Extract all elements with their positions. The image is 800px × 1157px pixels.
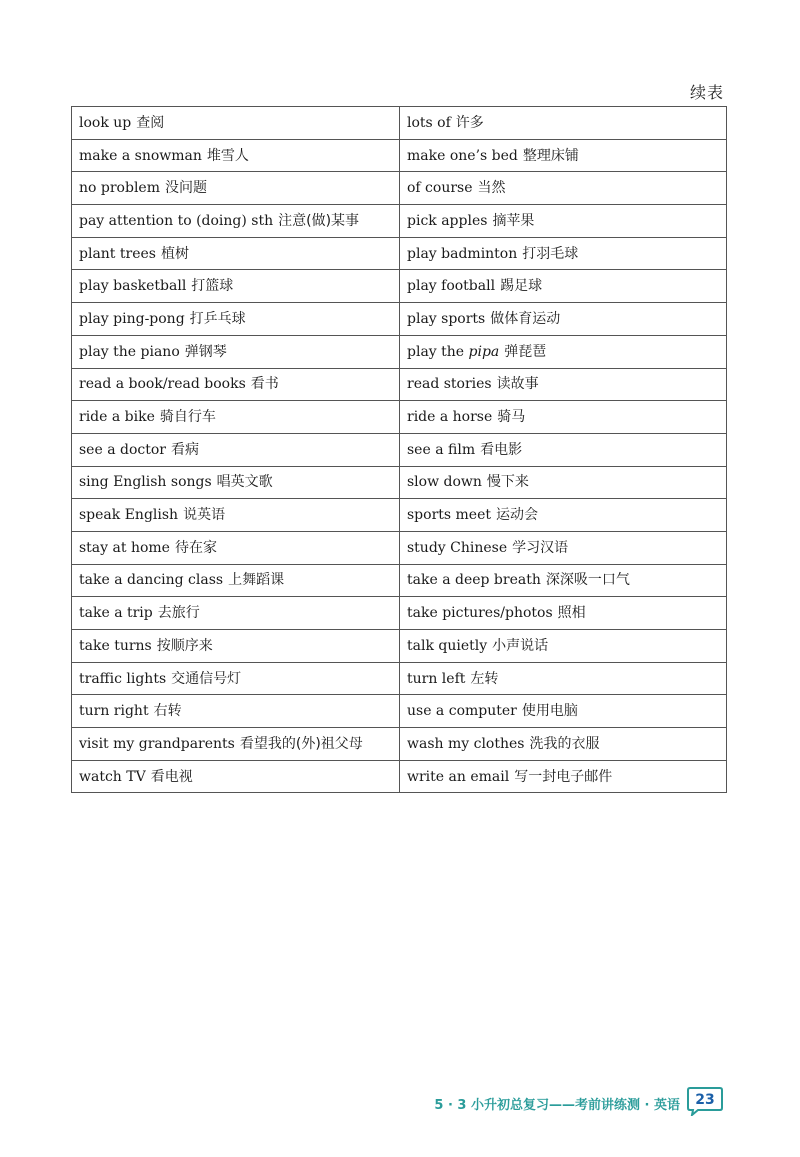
table-row xyxy=(72,368,727,401)
table-row xyxy=(72,728,727,761)
phrase-english: take a trip xyxy=(79,605,153,622)
table-row xyxy=(72,564,727,597)
phrase-english-italic: pipa xyxy=(468,343,500,360)
phrase-english: no problem xyxy=(79,180,160,197)
phrase-english: sports meet xyxy=(407,507,491,524)
phrase-chinese: 查阅 xyxy=(136,114,165,131)
phrase-cell xyxy=(400,531,727,564)
footer-book-title: 5 · 3 小升初总复习——考前讲练测 · 英语 xyxy=(434,1098,680,1113)
phrase-cell xyxy=(400,728,727,761)
phrase-cell xyxy=(400,303,727,336)
phrase-chinese: 堆雪人 xyxy=(206,147,249,164)
table-row xyxy=(72,466,727,499)
phrase-chinese: 骑自行车 xyxy=(159,409,216,426)
phrase-chinese: 深深吸一口气 xyxy=(545,572,630,589)
table-row xyxy=(72,139,727,172)
phrase-cell xyxy=(72,368,400,401)
phrase-cell xyxy=(72,172,400,205)
phrase-chinese: 做体育运动 xyxy=(490,310,561,327)
continuation-label: 续表 xyxy=(689,83,724,102)
phrase-english: read a book/read books xyxy=(79,376,246,393)
phrase-english: take a dancing class xyxy=(79,572,224,589)
phrase-chinese: 照相 xyxy=(557,605,586,622)
phrase-cell xyxy=(72,205,400,238)
phrase-english: slow down xyxy=(407,474,482,491)
table-row xyxy=(72,335,727,368)
phrase-cell xyxy=(400,433,727,466)
phrase-cell xyxy=(72,695,400,728)
phrase-chinese: 弹琵琶 xyxy=(504,343,547,360)
phrase-english: talk quietly xyxy=(407,637,488,654)
phrase-table xyxy=(71,106,727,793)
phrase-english: take pictures/photos xyxy=(407,605,553,622)
phrase-cell xyxy=(400,368,727,401)
phrase-english: turn left xyxy=(407,670,466,687)
phrase-cell xyxy=(72,139,400,172)
phrase-english: play the piano xyxy=(79,343,180,360)
phrase-cell xyxy=(400,564,727,597)
phrase-cell xyxy=(72,466,400,499)
table-row xyxy=(72,760,727,793)
phrase-cell xyxy=(400,466,727,499)
phrase-chinese: 去旅行 xyxy=(157,605,200,622)
table-row xyxy=(72,499,727,532)
phrase-cell xyxy=(400,662,727,695)
phrase-cell xyxy=(400,597,727,630)
page-number-badge xyxy=(686,1086,724,1116)
phrase-cell xyxy=(400,107,727,140)
table-row xyxy=(72,597,727,630)
phrase-cell xyxy=(400,139,727,172)
phrase-chinese: 弹钢琴 xyxy=(184,343,227,360)
table-row xyxy=(72,205,727,238)
phrase-chinese: 使用电脑 xyxy=(521,703,578,720)
phrase-chinese: 看电影 xyxy=(480,441,523,458)
phrase-cell xyxy=(400,695,727,728)
phrase-english: make a snowman xyxy=(79,147,202,164)
phrase-cell xyxy=(72,401,400,434)
phrase-english: take turns xyxy=(79,637,152,654)
phrase-english: look up xyxy=(79,114,132,131)
phrase-chinese: 骑马 xyxy=(497,409,526,426)
phrase-chinese: 左转 xyxy=(470,670,499,687)
phrase-english: play badminton xyxy=(407,245,518,262)
phrase-cell xyxy=(400,760,727,793)
phrase-chinese: 小声说话 xyxy=(492,637,549,654)
phrase-chinese: 洗我的衣服 xyxy=(529,735,600,752)
phrase-cell xyxy=(72,270,400,303)
table-row xyxy=(72,630,727,663)
phrase-english: traffic lights xyxy=(79,670,167,687)
table-row xyxy=(72,433,727,466)
phrase-english: take a deep breath xyxy=(407,572,541,589)
phrase-chinese: 摘苹果 xyxy=(492,212,535,229)
phrase-english: see a doctor xyxy=(79,441,166,458)
phrase-cell xyxy=(72,564,400,597)
phrase-chinese: 学习汉语 xyxy=(512,539,569,556)
phrase-cell xyxy=(72,662,400,695)
phrase-chinese: 许多 xyxy=(455,114,484,131)
table-row xyxy=(72,107,727,140)
phrase-cell xyxy=(400,401,727,434)
phrase-english: plant trees xyxy=(79,245,156,262)
phrase-english: visit my grandparents xyxy=(79,735,235,752)
phrase-table-body xyxy=(72,107,727,793)
phrase-chinese: 按顺序来 xyxy=(156,637,213,654)
table-row xyxy=(72,662,727,695)
phrase-cell xyxy=(400,499,727,532)
phrase-chinese: 当然 xyxy=(477,180,506,197)
phrase-english: speak English xyxy=(79,507,179,524)
phrase-chinese: 运动会 xyxy=(496,507,538,524)
phrase-cell xyxy=(400,172,727,205)
phrase-english: lots of xyxy=(407,114,451,131)
phrase-english: use a computer xyxy=(407,703,517,720)
phrase-english: write an email xyxy=(407,768,510,785)
phrase-cell xyxy=(72,433,400,466)
phrase-english: play sports xyxy=(407,310,486,327)
phrase-cell xyxy=(72,335,400,368)
phrase-english: play ping-pong xyxy=(79,310,185,327)
phrase-english: of course xyxy=(407,180,473,197)
table-row xyxy=(72,172,727,205)
phrase-chinese: 看书 xyxy=(250,376,279,393)
phrase-chinese: 植树 xyxy=(160,245,189,262)
phrase-cell xyxy=(72,303,400,336)
phrase-english: wash my clothes xyxy=(407,735,525,752)
phrase-cell xyxy=(400,335,727,368)
phrase-english: ride a bike xyxy=(79,409,155,426)
phrase-chinese: 打乒乓球 xyxy=(189,310,246,327)
phrase-cell xyxy=(400,205,727,238)
phrase-english: make one’s bed xyxy=(407,147,518,164)
phrase-chinese: 踢足球 xyxy=(500,278,543,295)
phrase-cell xyxy=(400,270,727,303)
phrase-chinese: 看病 xyxy=(170,441,199,458)
phrase-chinese: 待在家 xyxy=(174,539,217,556)
phrase-chinese: 打篮球 xyxy=(191,278,234,295)
phrase-cell xyxy=(72,237,400,270)
phrase-english: play the xyxy=(407,343,465,360)
phrase-cell xyxy=(400,630,727,663)
phrase-chinese: 打羽毛球 xyxy=(522,245,579,262)
phrase-english: study Chinese xyxy=(407,539,508,556)
phrase-cell xyxy=(72,760,400,793)
phrase-english: turn right xyxy=(79,703,149,720)
phrase-cell xyxy=(72,499,400,532)
phrase-english: read stories xyxy=(407,376,492,393)
table-row xyxy=(72,303,727,336)
phrase-chinese: 整理床铺 xyxy=(522,147,579,164)
phrase-chinese: 读故事 xyxy=(496,376,539,393)
phrase-chinese: 交通信号灯 xyxy=(171,670,242,687)
phrase-chinese: 慢下来 xyxy=(486,474,529,491)
phrase-cell xyxy=(400,237,727,270)
phrase-cell xyxy=(72,107,400,140)
phrase-english: see a film xyxy=(407,441,476,458)
phrase-english: watch TV xyxy=(79,768,146,785)
phrase-english: stay at home xyxy=(79,539,170,556)
phrase-english: play basketball xyxy=(79,278,187,295)
phrase-chinese: 看望我的(外)祖父母 xyxy=(239,735,363,752)
phrase-chinese: 写一封电子邮件 xyxy=(514,768,613,785)
phrase-chinese: 看电视 xyxy=(150,768,193,785)
phrase-cell xyxy=(72,728,400,761)
table-row xyxy=(72,270,727,303)
phrase-cell xyxy=(72,531,400,564)
phrase-english: sing English songs xyxy=(79,474,212,491)
phrase-chinese: 唱英文歌 xyxy=(216,474,273,491)
phrase-chinese: 没问题 xyxy=(164,180,207,197)
table-row xyxy=(72,531,727,564)
page-number: 23 xyxy=(695,1092,715,1108)
phrase-chinese: 说英语 xyxy=(183,507,226,524)
table-row xyxy=(72,237,727,270)
phrase-english: pick apples xyxy=(407,212,488,229)
phrase-chinese: 右转 xyxy=(153,703,182,720)
phrase-chinese: 注意(做)某事 xyxy=(278,212,360,229)
table-row xyxy=(72,401,727,434)
phrase-cell xyxy=(72,597,400,630)
phrase-english: play football xyxy=(407,278,496,295)
phrase-english: ride a horse xyxy=(407,409,493,426)
phrase-cell xyxy=(72,630,400,663)
phrase-chinese: 上舞蹈课 xyxy=(228,572,285,589)
table-row xyxy=(72,695,727,728)
phrase-english: pay attention to (doing) sth xyxy=(79,212,274,229)
